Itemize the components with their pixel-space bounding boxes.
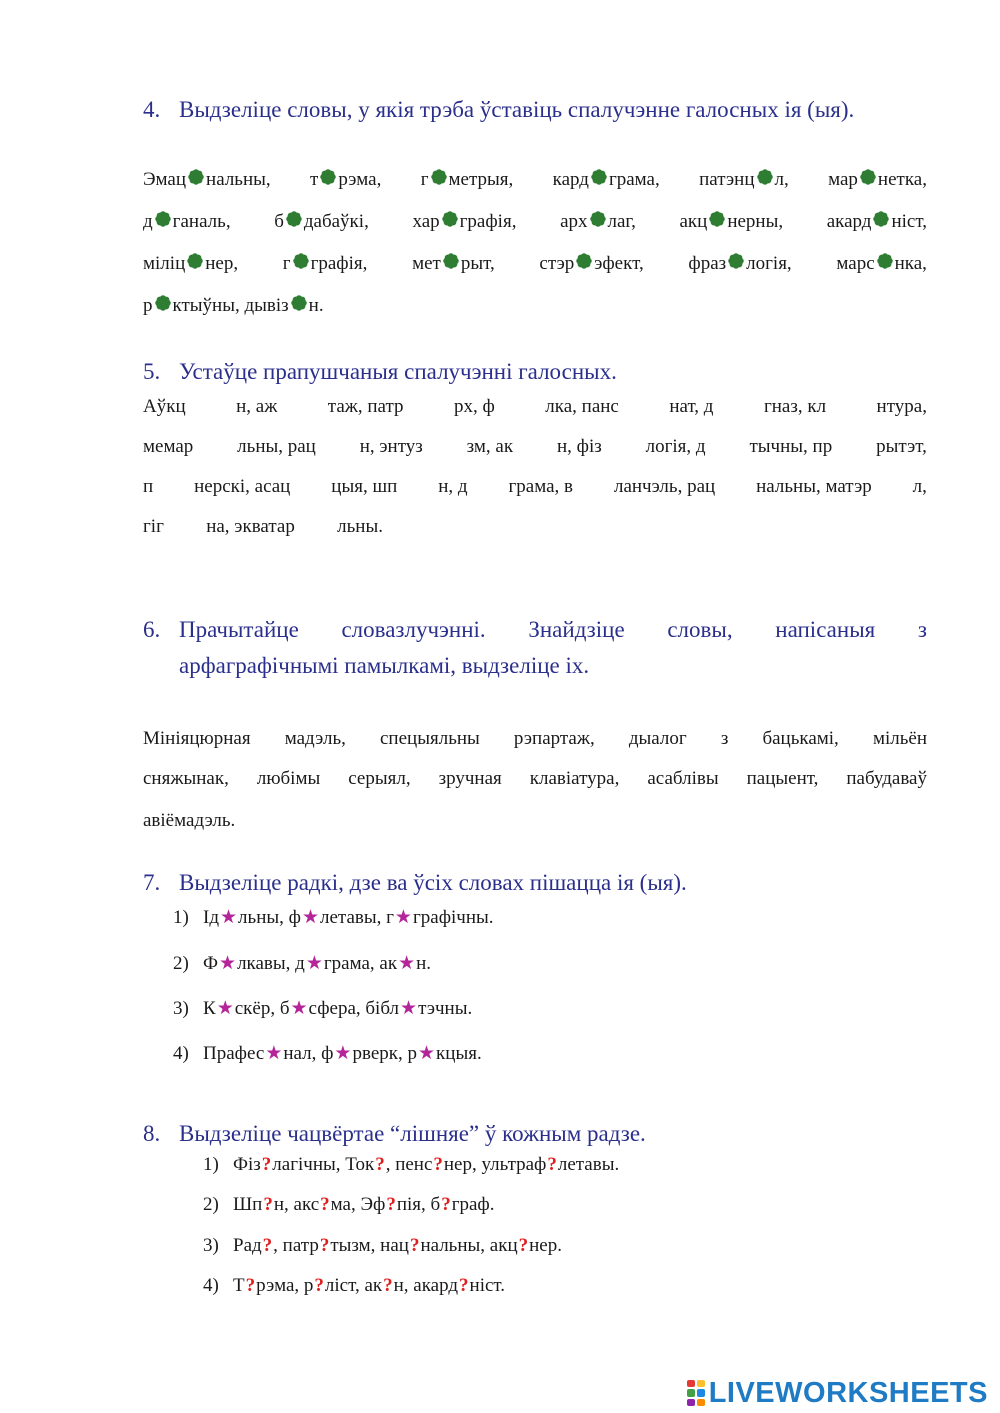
section-6-text-line-3[interactable]: авіёмадэль. xyxy=(143,810,236,831)
section-5-fragment: логія, д xyxy=(645,436,706,457)
star-icon: ★ xyxy=(290,998,308,1019)
item-number: 2) xyxy=(203,1194,219,1215)
section-5-fragment: рх, ф xyxy=(454,396,495,417)
section-4-line xyxy=(143,294,324,317)
section-4-word[interactable]: стэр эфект, xyxy=(539,253,644,274)
logo-square xyxy=(687,1399,695,1406)
section-5-line xyxy=(143,396,927,418)
section-8-heading xyxy=(143,1116,927,1152)
section-4-word[interactable]: Эмац нальны, xyxy=(143,169,271,190)
section-4-word[interactable]: міліц нер, xyxy=(143,253,239,274)
question-mark-icon: ? xyxy=(547,1154,557,1175)
section-7-title: Выдзеліце радкі, дзе ва ўсіх словах пішацца ія (ыя). xyxy=(179,870,687,895)
section-6-title-line-2: арфаграфічнымі памылкамі, выдзеліце іх. xyxy=(179,653,590,678)
section-4-number: 4. xyxy=(143,97,161,122)
section-4-word[interactable]: б дабаўкі, xyxy=(274,211,369,232)
section-4-word[interactable]: акард ніст, xyxy=(826,211,927,232)
clover-icon xyxy=(872,210,890,228)
section-5-fragment: н, д xyxy=(438,476,468,497)
question-mark-icon: ? xyxy=(518,1235,529,1256)
star-icon: ★ xyxy=(394,907,412,928)
clover-icon xyxy=(441,210,459,228)
section-5-fragment: п xyxy=(143,476,154,497)
section-8-item[interactable]: 3) Рад?, патр?тызм, нац?нальны, акц?нер. xyxy=(203,1235,562,1256)
section-7-item[interactable]: 4) Прафес★нал, ф★рверк, р★кцыя. xyxy=(173,1043,482,1064)
section-5-fragment: нерскі, асац xyxy=(194,476,291,497)
section-8-item[interactable]: 4) Т?рэма, р?ліст, ак?н, акард?ніст. xyxy=(203,1275,506,1296)
section-5-fragment: л, xyxy=(912,476,927,497)
clover-icon xyxy=(442,252,460,270)
section-5-fragment: цыя, шп xyxy=(331,476,398,497)
star-icon: ★ xyxy=(418,1043,436,1064)
section-4-title: Выдзеліце словы, у якія трэба ўставіць спалучэнне галосных ія (ыя). xyxy=(179,97,855,122)
section-6-text-line-1[interactable]: Мініяцюрная мадэль, спецыяльны рэпартаж, дыалог з бацькамі, мільён xyxy=(143,728,927,749)
clover-icon xyxy=(292,252,310,270)
item-number: 4) xyxy=(203,1275,219,1296)
star-icon: ★ xyxy=(398,953,416,974)
item-number: 1) xyxy=(173,907,189,928)
section-5-fragment: рытэт, xyxy=(876,436,927,457)
section-5-fragment: таж, патр xyxy=(327,396,404,417)
clover-icon xyxy=(708,210,726,228)
liveworksheets-logo-text: LIVEWORKSHEETS xyxy=(708,1376,988,1409)
liveworksheets-logo-icon xyxy=(687,1380,705,1406)
clover-icon xyxy=(186,252,204,270)
clover-icon xyxy=(187,168,205,186)
section-4-line xyxy=(143,210,927,233)
clover-icon xyxy=(290,294,308,312)
star-icon: ★ xyxy=(265,1043,283,1064)
star-icon: ★ xyxy=(301,907,319,928)
section-7-number: 7. xyxy=(143,870,161,895)
section-5-line xyxy=(143,476,927,498)
question-mark-icon: ? xyxy=(261,1154,272,1175)
section-5-title: Устаўце прапушчаныя спалучэнні галосных. xyxy=(179,359,617,384)
section-4-word[interactable]: патэнц л, xyxy=(699,169,789,190)
section-5-fragment: тычны, пр xyxy=(749,436,833,457)
clover-icon xyxy=(575,252,593,270)
section-7-item[interactable]: 3) К★скёр, б★сфера, бібл★тэчны. xyxy=(173,998,473,1019)
section-5-fragment: мемар xyxy=(143,436,194,457)
section-6-text-line-2[interactable]: сняжынак, любімы серыял, зручная клавіатура, асаблівы пацыент, пабудаваў xyxy=(143,768,927,789)
section-5-fragment: н, фіз xyxy=(556,436,602,457)
question-mark-icon: ? xyxy=(262,1235,273,1256)
section-6-title-line-1: Прачытайце словазлучэнні. Знайдзіце словы, напісаныя з xyxy=(179,617,927,642)
logo-square xyxy=(697,1389,705,1396)
question-mark-icon: ? xyxy=(383,1275,393,1296)
star-icon: ★ xyxy=(400,998,418,1019)
section-4-word[interactable]: арх лаг, xyxy=(560,211,636,232)
clover-icon xyxy=(589,210,607,228)
section-5-fragment: н, аж xyxy=(236,396,278,417)
section-4-heading xyxy=(143,92,927,128)
section-4-word[interactable]: д ганаль, xyxy=(143,211,231,232)
star-icon: ★ xyxy=(334,1043,352,1064)
item-number: 3) xyxy=(203,1235,219,1256)
question-mark-icon: ? xyxy=(386,1194,396,1215)
section-5-fragment: льны. xyxy=(337,516,383,537)
section-4-word[interactable]: кард грама, xyxy=(552,169,660,190)
section-8-item[interactable]: 2) Шп?н, акс?ма, Эф?пія, б?граф. xyxy=(203,1194,495,1215)
clover-icon xyxy=(285,210,303,228)
question-mark-icon: ? xyxy=(314,1275,324,1296)
question-mark-icon: ? xyxy=(320,1194,330,1215)
clover-icon xyxy=(430,168,448,186)
section-5-fragment: зм, ак xyxy=(466,436,514,457)
section-8-item[interactable]: 1) Фіз?лагічны, Ток?, пенс?нер, ультраф?летавы. xyxy=(203,1154,620,1175)
section-5-line xyxy=(143,516,383,538)
section-4-word[interactable]: фраз логія, xyxy=(688,253,792,274)
star-icon: ★ xyxy=(216,998,234,1019)
section-7-item[interactable]: 2) Ф★лкавы, д★грама, ак★н. xyxy=(173,953,432,974)
item-number: 4) xyxy=(173,1043,189,1064)
section-5-fragment: гіг xyxy=(143,516,164,537)
clover-icon xyxy=(859,168,877,186)
section-5-fragment: Аўкц xyxy=(143,396,186,417)
question-mark-icon: ? xyxy=(433,1154,443,1175)
section-5-fragment: грама, в xyxy=(508,476,574,497)
logo-square xyxy=(697,1380,705,1387)
section-5-fragment: нальны, матэр xyxy=(756,476,872,497)
section-4-word[interactable]: р ктыўны, дывіз н. xyxy=(143,295,324,316)
clover-icon xyxy=(154,294,172,312)
clover-icon xyxy=(590,168,608,186)
section-4-word[interactable]: акц нерны, xyxy=(679,211,784,232)
section-5-line xyxy=(143,436,927,458)
clover-icon xyxy=(756,168,774,186)
section-4-word[interactable]: т рэма, xyxy=(310,169,382,190)
item-number: 3) xyxy=(173,998,189,1019)
clover-icon xyxy=(319,168,337,186)
star-icon: ★ xyxy=(220,907,238,928)
item-number: 1) xyxy=(203,1154,219,1175)
section-5-fragment: льны, рац xyxy=(237,436,316,457)
section-4-word[interactable]: г метрыя, xyxy=(420,169,514,190)
star-icon: ★ xyxy=(305,953,323,974)
section-8-title: Выдзеліце чацвёртае “лішняе” ў кожным радзе. xyxy=(179,1121,646,1146)
section-4-word[interactable]: г графія, xyxy=(282,253,368,274)
logo-square xyxy=(697,1399,705,1406)
clover-icon xyxy=(727,252,745,270)
section-6-number: 6. xyxy=(143,617,161,642)
question-mark-icon: ? xyxy=(459,1275,469,1296)
clover-icon xyxy=(154,210,172,228)
section-5-fragment: гназ, кл xyxy=(763,396,827,417)
question-mark-icon: ? xyxy=(375,1154,385,1175)
section-7-heading xyxy=(143,865,927,901)
question-mark-icon: ? xyxy=(319,1235,330,1256)
section-4-word[interactable]: хар графія, xyxy=(412,211,517,232)
section-5-fragment: нат, д xyxy=(669,396,714,417)
item-number: 2) xyxy=(173,953,189,974)
section-4-word[interactable]: мар нетка, xyxy=(828,169,927,190)
section-5-fragment: ланчэль, рац xyxy=(613,476,716,497)
section-4-line xyxy=(143,252,927,275)
question-mark-icon: ? xyxy=(245,1275,256,1296)
section-4-line xyxy=(143,168,927,191)
question-mark-icon: ? xyxy=(409,1235,420,1256)
section-5-fragment: н, энтуз xyxy=(359,436,423,457)
logo-square xyxy=(687,1389,695,1396)
section-5-fragment: на, экватар xyxy=(206,516,295,537)
logo-square xyxy=(687,1380,695,1387)
section-5-heading xyxy=(143,354,927,390)
section-5-fragment: нтура, xyxy=(876,396,927,417)
section-4-word[interactable]: марс нка, xyxy=(836,253,927,274)
section-6-heading xyxy=(143,612,927,684)
section-7-item[interactable]: 1) Ід★льны, ф★летавы, г★графічны. xyxy=(173,907,494,928)
clover-icon xyxy=(876,252,894,270)
section-5-number: 5. xyxy=(143,359,161,384)
question-mark-icon: ? xyxy=(441,1194,451,1215)
section-8-number: 8. xyxy=(143,1121,161,1146)
star-icon: ★ xyxy=(219,953,237,974)
section-4-word[interactable]: мет рыт, xyxy=(412,253,495,274)
question-mark-icon: ? xyxy=(263,1194,273,1215)
section-5-fragment: лка, панс xyxy=(545,396,619,417)
liveworksheets-logo xyxy=(687,1378,988,1408)
